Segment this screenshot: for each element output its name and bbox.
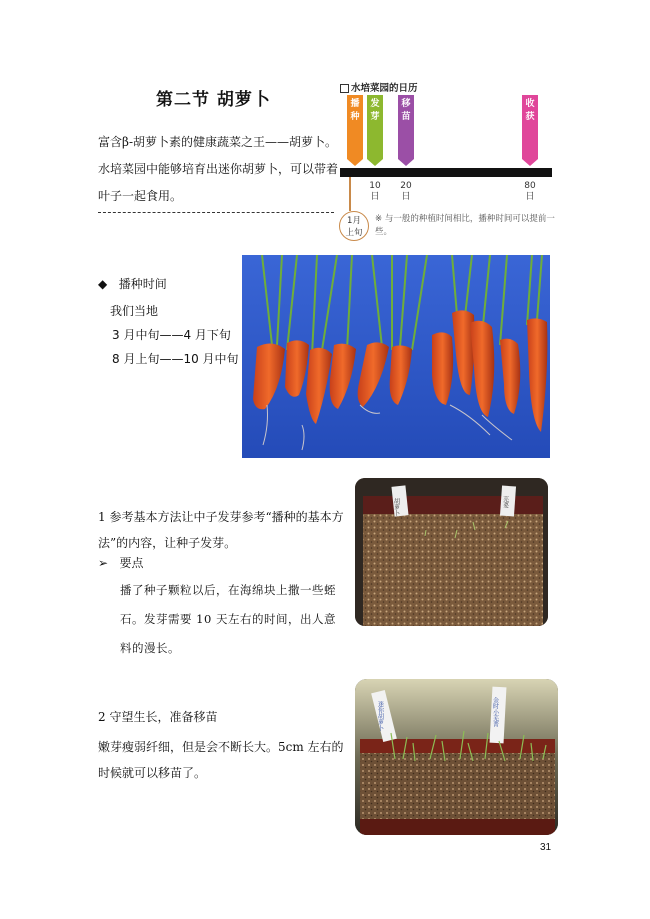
key-point-heading — [98, 554, 144, 571]
intro-line: 叶子一起食用。 — [98, 189, 183, 203]
page-number: 31 — [540, 842, 552, 853]
page-title: 第二节 胡萝卜 — [156, 90, 271, 110]
sowing-period: 3 月中旬——4 月下旬 — [112, 328, 231, 342]
start-month-badge — [339, 211, 369, 241]
tick-day: 80 — [524, 181, 536, 191]
seed-tray-photo — [355, 478, 548, 626]
stage-label: 收获 — [525, 99, 535, 122]
stage-label: 播种 — [350, 99, 360, 122]
stage-tag-sowing — [347, 95, 363, 159]
calendar-title — [340, 80, 418, 94]
tick-day: 20 — [400, 181, 412, 191]
stage-tag-germination — [367, 95, 383, 159]
carrots-photo — [242, 255, 550, 458]
sowing-place: 我们当地 — [110, 304, 159, 318]
tick-day-20 — [396, 181, 416, 203]
calendar-timeline — [340, 168, 552, 177]
intro-paragraph — [98, 129, 338, 210]
key-point-heading-text: 要点 — [119, 556, 144, 570]
tick-unit: 日 — [370, 192, 380, 202]
stage-tag-harvest — [522, 95, 538, 159]
arrow-bullet-icon: ➢ — [98, 556, 109, 570]
start-period: 上旬 — [345, 228, 363, 238]
photo-label: 胡萝卜 — [392, 498, 400, 516]
tick-day: 10 — [369, 181, 381, 191]
calendar-title-text: 水培菜园的日历 — [351, 83, 418, 94]
sowing-period: 8 月上旬——10 月中旬 — [112, 352, 239, 366]
calendar-icon — [340, 84, 349, 93]
photo-label: 金时小芜菁 — [491, 697, 499, 727]
stage-label: 发芽 — [370, 99, 380, 122]
tick-day-10 — [365, 181, 385, 203]
photo-label: 迷你胡萝卜 — [376, 701, 384, 731]
start-connector — [349, 177, 351, 211]
stage-tag-transplant — [398, 95, 414, 159]
tick-unit: 日 — [401, 192, 411, 202]
intro-line: 富含β-胡萝卜素的健康蔬菜之王——胡萝卜。 — [98, 135, 337, 149]
start-month: 1月 — [347, 216, 361, 226]
intro-line: 水培菜园中能够培育出迷你胡萝卜，可以带着 — [98, 162, 339, 176]
step1-text: 1 参考基本方法让中子发芽参考“播种的基本方法”的内容，让种子发芽。 — [98, 510, 344, 550]
seedlings-photo — [355, 679, 558, 835]
photo-label: 芫荽 — [501, 496, 509, 508]
sowing-heading-text: 播种时间 — [118, 277, 167, 291]
sowing-heading — [98, 275, 167, 292]
tick-day-80 — [520, 181, 540, 203]
dashed-divider — [98, 212, 334, 213]
step2-heading: 2 守望生长，准备移苗 — [98, 710, 218, 724]
stage-label: 移苗 — [401, 99, 411, 122]
tick-unit: 日 — [525, 192, 535, 202]
calendar-note: ※ 与一般的种植时间相比，播种时间可以提前一些。 — [375, 214, 555, 237]
key-point-text: 播了种子颗粒以后，在海绵块上撒一些蛭石。发芽需要 10 天左右的时间，出人意料的漫长。 — [120, 583, 336, 655]
step2-text: 嫩芽瘦弱纤细，但是会不断长大。5cm 左右的时候就可以移苗了。 — [98, 740, 344, 780]
diamond-bullet-icon: ◆ — [98, 277, 108, 291]
